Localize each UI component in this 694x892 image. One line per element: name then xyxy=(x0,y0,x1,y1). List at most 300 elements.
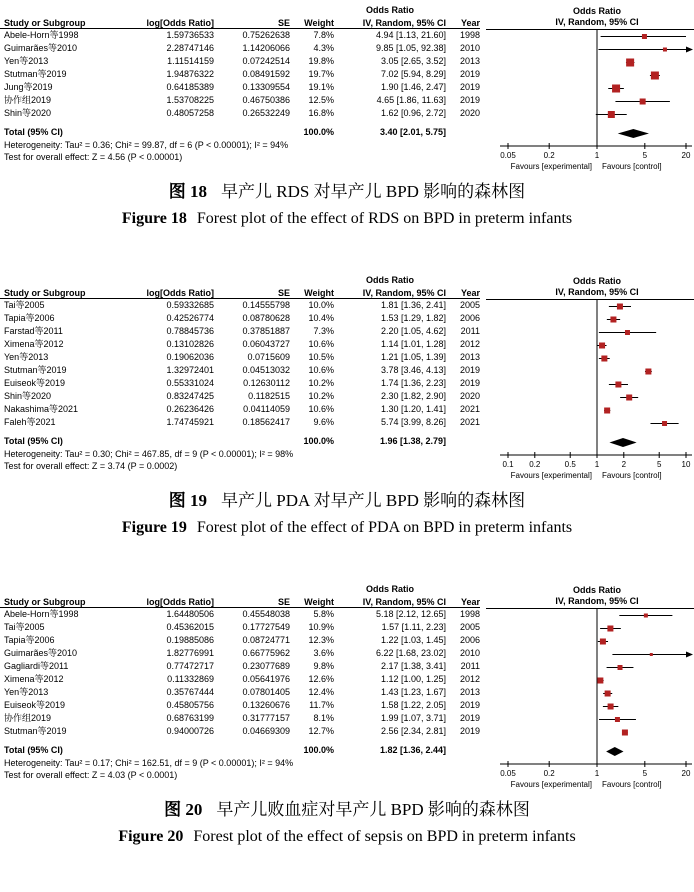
header-spacer xyxy=(290,274,334,287)
study-se: 0.66775962 xyxy=(242,648,290,658)
axis-tick-label: 0.5 xyxy=(564,460,576,469)
header-spacer xyxy=(446,744,480,757)
study-row xyxy=(0,699,480,712)
axis-tick-label: 0.2 xyxy=(543,769,555,778)
plot-odds-ratio-title: Odds Ratio xyxy=(572,276,622,286)
study-row xyxy=(0,42,480,55)
axis-tick-label: 5 xyxy=(642,769,648,778)
study-year: 2011 xyxy=(460,661,480,671)
favours-right-label: Favours [control] xyxy=(602,780,662,789)
study-ci: 2.17 [1.38, 3.41] xyxy=(380,661,446,671)
study-logor: 0.19885086 xyxy=(166,635,214,645)
study-logor: 0.13102826 xyxy=(166,339,214,349)
study-row xyxy=(0,621,480,634)
effect-square xyxy=(645,369,651,375)
study-weight: 8.1% xyxy=(313,713,334,723)
study-year: 2019 xyxy=(459,82,480,92)
study-name: Tapia等2006 xyxy=(4,635,55,645)
study-row xyxy=(0,660,480,673)
study-year: 1998 xyxy=(459,609,480,619)
header-spacer xyxy=(214,583,290,596)
study-se: 0.05641976 xyxy=(242,674,290,684)
study-logor: 1.11514159 xyxy=(167,56,214,66)
axis-tick-label: 0.05 xyxy=(500,151,516,160)
col-weight-header: Weight xyxy=(304,597,334,607)
study-row xyxy=(0,390,480,403)
effect-square xyxy=(625,330,630,335)
study-weight: 12.6% xyxy=(308,674,334,684)
study-name: Tapia等2006 xyxy=(4,313,55,323)
col-weight-header: Weight xyxy=(304,18,334,28)
study-name: Shin等2020 xyxy=(4,108,52,118)
effect-square xyxy=(605,691,611,697)
col-year-header: Year xyxy=(460,18,480,28)
odds-ratio-column-title: Odds Ratio xyxy=(365,275,414,285)
header-spacer xyxy=(446,435,480,448)
effect-square xyxy=(663,48,667,52)
study-logor: 0.19062036 xyxy=(166,352,214,362)
study-weight: 19.7% xyxy=(308,69,334,79)
study-logor: 0.42526774 xyxy=(166,313,214,323)
study-weight: 5.8% xyxy=(313,609,334,619)
study-name: Euiseok等2019 xyxy=(4,700,66,710)
study-se: 0.07242514 xyxy=(242,56,290,66)
study-weight: 10.6% xyxy=(308,339,334,349)
header-spacer xyxy=(128,274,214,287)
study-se: 0.04114059 xyxy=(243,404,290,414)
study-name: Stutman等2019 xyxy=(4,365,67,375)
study-year: 2019 xyxy=(459,700,480,710)
axis-tick-label: 0.2 xyxy=(543,151,555,160)
axis-tick-label: 20 xyxy=(681,151,691,160)
study-year: 2019 xyxy=(459,95,480,105)
axis-tick-label: 1 xyxy=(594,460,600,469)
study-ci: 1.14 [1.01, 1.28] xyxy=(380,339,446,349)
study-se: 0.75262638 xyxy=(242,30,290,40)
study-weight: 12.3% xyxy=(308,635,334,645)
study-year: 2010 xyxy=(459,43,480,53)
study-row xyxy=(0,712,480,725)
col-study-header: Study or Subgroup xyxy=(4,597,86,607)
plot-method-subtitle: IV, Random, 95% CI xyxy=(555,17,639,27)
figure-18-caption-zh-text: 早产儿 RDS 对早产儿 BPD 影响的森林图 xyxy=(221,182,526,201)
figure-20-label-en: Figure 20 xyxy=(118,828,184,845)
header-spacer xyxy=(446,126,480,139)
study-row xyxy=(0,55,480,68)
total-label: Total (95% CI) xyxy=(4,436,63,446)
col-logor-header: log[Odds Ratio] xyxy=(146,18,214,28)
study-se: 0.23077689 xyxy=(242,661,290,671)
study-weight: 10.6% xyxy=(308,365,334,375)
study-se: 0.04513032 xyxy=(242,365,290,375)
header-spacer xyxy=(446,4,480,17)
forest-plot-graph xyxy=(480,274,694,483)
table-header-row xyxy=(0,287,480,299)
table-header-row xyxy=(0,596,480,608)
study-se: 0.08724771 xyxy=(242,635,290,645)
col-ci-header: IV, Random, 95% CI xyxy=(362,597,446,607)
study-year: 1998 xyxy=(459,30,480,40)
study-weight: 19.1% xyxy=(308,82,334,92)
study-logor: 0.94000726 xyxy=(166,726,214,736)
study-ci: 3.78 [3.46, 4.13] xyxy=(380,365,446,375)
favours-left-label: Favours [experimental] xyxy=(510,780,592,789)
plot-method-subtitle: IV, Random, 95% CI xyxy=(555,287,639,297)
study-year: 2006 xyxy=(459,313,480,323)
study-ci: 1.90 [1.46, 2.47] xyxy=(380,82,446,92)
study-year: 2005 xyxy=(459,622,480,632)
col-year-header: Year xyxy=(460,288,480,298)
col-logor-header: log[Odds Ratio] xyxy=(146,288,214,298)
plot-area xyxy=(480,274,694,485)
study-ci: 5.74 [3.99, 8.26] xyxy=(380,417,446,427)
study-logor: 0.78845736 xyxy=(166,326,214,336)
study-ci: 3.05 [2.65, 3.52] xyxy=(380,56,446,66)
study-se: 0.31777157 xyxy=(242,713,290,723)
study-name: Euiseok等2019 xyxy=(4,378,66,388)
study-year: 2012 xyxy=(459,339,480,349)
study-name: Jung等2019 xyxy=(4,82,53,92)
study-row xyxy=(0,312,480,325)
forest-plot-graph xyxy=(480,583,694,792)
study-se: 0.04669309 xyxy=(242,726,290,736)
study-logor: 0.83247425 xyxy=(166,391,214,401)
header-spacer xyxy=(214,274,290,287)
study-name: 协作组2019 xyxy=(4,95,52,105)
figure-18-label-zh: 图 18 xyxy=(168,182,208,201)
study-se: 0.1182515 xyxy=(248,391,290,401)
effect-square xyxy=(597,678,603,684)
study-row xyxy=(0,29,480,42)
study-se: 0.07801405 xyxy=(242,687,290,697)
study-se: 0.13260676 xyxy=(242,700,290,710)
study-name: Guimarães等2010 xyxy=(4,648,78,658)
study-year: 2020 xyxy=(459,108,480,118)
plot-odds-ratio-title: Odds Ratio xyxy=(572,585,622,595)
study-weight: 7.3% xyxy=(313,326,334,336)
effect-square xyxy=(617,304,623,310)
study-row xyxy=(0,686,480,699)
figure-20-caption-en xyxy=(0,824,694,850)
study-weight: 3.6% xyxy=(313,648,334,658)
study-logor: 0.45362015 xyxy=(166,622,214,632)
study-row xyxy=(0,364,480,377)
study-weight: 12.4% xyxy=(308,687,334,697)
forest-plot-sepsis xyxy=(0,583,694,792)
study-logor: 0.68763199 xyxy=(166,713,214,723)
odds-ratio-column-title: Odds Ratio xyxy=(365,584,414,594)
study-year: 2019 xyxy=(459,365,480,375)
total-label: Total (95% CI) xyxy=(4,127,63,137)
effect-square xyxy=(618,665,623,670)
study-weight: 10.4% xyxy=(308,313,334,323)
study-ci: 4.94 [1.13, 21.60] xyxy=(375,30,446,40)
study-row xyxy=(0,647,480,660)
study-ci: 2.30 [1.82, 2.90] xyxy=(380,391,446,401)
study-logor: 1.82776991 xyxy=(166,648,214,658)
study-year: 2019 xyxy=(459,726,480,736)
study-row xyxy=(0,325,480,338)
study-logor: 0.45805756 xyxy=(166,700,214,710)
study-year: 2006 xyxy=(459,635,480,645)
study-row xyxy=(0,351,480,364)
axis-tick-label: 0.1 xyxy=(502,460,514,469)
table-header-odds-ratio-row xyxy=(0,4,480,17)
effect-square xyxy=(612,85,620,93)
effect-square xyxy=(622,730,628,736)
header-spacer xyxy=(446,274,480,287)
figure-19-caption-zh-text: 早产儿 PDA 对早产儿 BPD 影响的森林图 xyxy=(221,491,526,510)
effect-square xyxy=(642,34,647,39)
study-name: Guimarães等2010 xyxy=(4,43,78,53)
heterogeneity-text: Heterogeneity: Tau² = 0.36; Chi² = 99.87, df = 6 (P < 0.00001); I² = 94% xyxy=(4,140,289,150)
heterogeneity-text: Heterogeneity: Tau² = 0.17; Chi² = 162.51, df = 9 (P < 0.00001); I² = 94% xyxy=(4,758,294,768)
study-row xyxy=(0,338,480,351)
study-year: 2019 xyxy=(459,378,480,388)
axis-tick-label: 10 xyxy=(681,460,691,469)
effect-square xyxy=(662,421,667,426)
effect-square xyxy=(650,653,653,656)
study-se: 0.13309554 xyxy=(242,82,290,92)
effect-square xyxy=(601,356,607,362)
study-name: Ximena等2012 xyxy=(4,674,64,684)
study-se: 0.18562417 xyxy=(242,417,290,427)
study-name: Farstad等2011 xyxy=(4,326,63,336)
study-row xyxy=(0,416,480,429)
total-ci: 3.40 [2.01, 5.75] xyxy=(379,127,446,137)
study-weight: 10.6% xyxy=(308,404,334,414)
study-se: 0.26532249 xyxy=(242,108,290,118)
forest-plot-rds xyxy=(0,4,694,174)
study-year: 2012 xyxy=(459,674,480,684)
study-name: Tai等2005 xyxy=(4,622,45,632)
effect-square xyxy=(615,382,621,388)
study-row xyxy=(0,107,480,120)
col-logor-header: log[Odds Ratio] xyxy=(146,597,214,607)
effect-square xyxy=(608,704,614,710)
study-logor: 1.32972401 xyxy=(166,365,214,375)
col-study-header: Study or Subgroup xyxy=(4,288,86,298)
effect-square xyxy=(626,395,632,401)
study-ci: 1.43 [1.23, 1.67] xyxy=(380,687,446,697)
study-logor: 1.53708225 xyxy=(166,95,214,105)
total-label: Total (95% CI) xyxy=(4,745,63,755)
heterogeneity-text: Heterogeneity: Tau² = 0.30; Chi² = 467.85, df = 9 (P < 0.00001); I² = 98% xyxy=(4,449,294,459)
figure-19-caption-en xyxy=(0,515,694,541)
figure-18-caption-en-text: Forest plot of the effect of RDS on BPD in preterm infants xyxy=(196,210,573,227)
total-row xyxy=(0,435,480,448)
study-logor: 1.64480506 xyxy=(166,609,214,619)
total-ci: 1.82 [1.36, 2.44] xyxy=(379,745,446,755)
figure-19-caption-zh xyxy=(0,487,694,515)
axis-tick-label: 0.05 xyxy=(500,769,516,778)
study-row xyxy=(0,725,480,738)
study-ci: 1.58 [1.22, 2.05] xyxy=(380,700,446,710)
overall-effect-text: Test for overall effect: Z = 4.03 (P < 0.0001) xyxy=(4,770,178,780)
study-row xyxy=(0,68,480,81)
study-weight: 19.8% xyxy=(308,56,334,66)
study-name: Abele-Horn等1998 xyxy=(4,30,79,40)
col-ci-header: IV, Random, 95% CI xyxy=(362,18,446,28)
figure-18-section xyxy=(0,4,694,232)
header-spacer xyxy=(446,583,480,596)
study-se: 0.46750386 xyxy=(242,95,290,105)
axis-tick-label: 5 xyxy=(642,151,648,160)
header-spacer xyxy=(214,4,290,17)
axis-tick-label: 20 xyxy=(681,769,691,778)
header-spacer xyxy=(128,583,214,596)
header-spacer xyxy=(128,4,214,17)
col-se-header: SE xyxy=(277,288,290,298)
figure-19-caption-en-text: Forest plot of the effect of PDA on BPD in preterm infants xyxy=(196,519,573,536)
total-weight: 100.0% xyxy=(303,127,334,137)
col-study-header: Study or Subgroup xyxy=(4,18,86,28)
study-ci: 5.18 [2.12, 12.65] xyxy=(375,609,446,619)
study-year: 2010 xyxy=(459,648,480,658)
study-ci: 1.12 [1.00, 1.25] xyxy=(380,674,446,684)
study-row xyxy=(0,634,480,647)
pooled-diamond xyxy=(618,129,649,138)
study-ci: 7.02 [5.94, 8.29] xyxy=(380,69,446,79)
figure-19-section xyxy=(0,274,694,541)
study-logor: 0.55331024 xyxy=(166,378,214,388)
study-ci: 9.85 [1.05, 92.38] xyxy=(375,43,446,53)
study-logor: 0.35767444 xyxy=(166,687,214,697)
axis-tick-label: 1 xyxy=(594,769,600,778)
study-row xyxy=(0,608,480,621)
plot-area xyxy=(480,583,694,794)
header-spacer xyxy=(4,583,128,596)
favours-right-label: Favours [control] xyxy=(602,162,662,171)
effect-square xyxy=(599,343,605,349)
effect-square xyxy=(651,72,659,80)
figure-19-label-en: Figure 19 xyxy=(121,519,187,536)
col-se-header: SE xyxy=(277,597,290,607)
study-weight: 12.7% xyxy=(308,726,334,736)
figure-20-caption-zh-text: 早产儿败血症对早产儿 BPD 影响的森林图 xyxy=(216,800,530,819)
col-se-header: SE xyxy=(277,18,290,28)
study-logor: 0.59332685 xyxy=(166,300,214,310)
pooled-diamond xyxy=(606,747,623,756)
study-name: Shin等2020 xyxy=(4,391,52,401)
study-ci: 4.65 [1.86, 11.63] xyxy=(376,95,446,105)
study-logor: 0.26236426 xyxy=(166,404,214,414)
study-row xyxy=(0,94,480,107)
study-year: 2013 xyxy=(459,687,480,697)
plot-method-subtitle: IV, Random, 95% CI xyxy=(555,596,639,606)
study-logor: 0.11332869 xyxy=(167,674,214,684)
study-ci: 1.99 [1.07, 3.71] xyxy=(380,713,446,723)
header-spacer xyxy=(4,274,128,287)
figure-20-caption-en-text: Forest plot of the effect of sepsis on BPD in preterm infants xyxy=(193,828,576,845)
overall-effect-text: Test for overall effect: Z = 4.56 (P < 0.00001) xyxy=(4,152,183,162)
overall-effect-text: Test for overall effect: Z = 3.74 (P = 0.0002) xyxy=(4,461,178,471)
col-year-header: Year xyxy=(460,597,480,607)
study-weight: 10.5% xyxy=(308,352,334,362)
figure-20-label-zh: 图 20 xyxy=(164,800,203,819)
study-ci: 1.62 [0.96, 2.72] xyxy=(380,108,446,118)
favours-left-label: Favours [experimental] xyxy=(510,471,592,480)
table-header-odds-ratio-row xyxy=(0,274,480,287)
study-ci: 1.21 [1.05, 1.39] xyxy=(380,352,446,362)
study-name: Yen等2013 xyxy=(4,56,49,66)
study-name: Faleh等2021 xyxy=(4,417,56,427)
study-ci: 1.53 [1.29, 1.82] xyxy=(380,313,446,323)
table-header-odds-ratio-row xyxy=(0,583,480,596)
study-logor: 0.48057258 xyxy=(166,108,214,118)
study-ci: 1.81 [1.36, 2.41] xyxy=(380,300,446,310)
effect-square xyxy=(610,317,616,323)
study-ci: 1.57 [1.11, 2.23] xyxy=(381,622,446,632)
figure-18-caption-en xyxy=(0,206,694,232)
axis-tick-label: 1 xyxy=(594,151,600,160)
figure-18-label-en: Figure 18 xyxy=(121,210,187,227)
study-name: Gagliardi等2011 xyxy=(4,661,69,671)
study-name: Nakashima等2021 xyxy=(4,404,79,414)
study-year: 2011 xyxy=(460,326,480,336)
study-name: Yen等2013 xyxy=(4,687,49,697)
study-weight: 4.3% xyxy=(313,43,334,53)
study-se: 0.08780628 xyxy=(242,313,290,323)
study-logor: 2.28747146 xyxy=(166,43,214,53)
effect-square xyxy=(640,99,646,105)
study-se: 0.17727549 xyxy=(242,622,290,632)
total-row xyxy=(0,744,480,757)
study-logor: 0.64185389 xyxy=(166,82,214,92)
study-logor: 1.94876322 xyxy=(166,69,214,79)
study-se: 0.12630112 xyxy=(243,378,290,388)
study-se: 0.14555798 xyxy=(242,300,290,310)
study-weight: 10.2% xyxy=(308,378,334,388)
study-name: Abele-Horn等1998 xyxy=(4,609,79,619)
col-weight-header: Weight xyxy=(304,288,334,298)
header-spacer xyxy=(290,4,334,17)
study-logor: 0.77472717 xyxy=(166,661,214,671)
study-year: 2021 xyxy=(459,404,480,414)
study-ci: 2.20 [1.05, 4.62] xyxy=(380,326,446,336)
figure-20-section xyxy=(0,583,694,850)
study-ci: 1.74 [1.36, 2.23] xyxy=(380,378,446,388)
study-weight: 11.7% xyxy=(309,700,334,710)
study-logor: 1.74745921 xyxy=(166,417,214,427)
study-row xyxy=(0,377,480,390)
total-row xyxy=(0,126,480,139)
study-row xyxy=(0,81,480,94)
study-row xyxy=(0,403,480,416)
figure-18-caption-zh xyxy=(0,178,694,206)
study-weight: 10.9% xyxy=(308,622,334,632)
forest-plot-graph xyxy=(480,4,694,174)
study-ci: 1.22 [1.03, 1.45] xyxy=(380,635,446,645)
study-name: Ximena等2012 xyxy=(4,339,64,349)
study-se: 0.06043727 xyxy=(242,339,290,349)
study-weight: 9.6% xyxy=(313,417,334,427)
study-se: 1.14206066 xyxy=(242,43,290,53)
study-se: 0.37851887 xyxy=(242,326,290,336)
favours-right-label: Favours [control] xyxy=(602,471,662,480)
effect-square xyxy=(604,408,610,414)
total-weight: 100.0% xyxy=(303,745,334,755)
effect-square xyxy=(626,59,634,67)
study-row xyxy=(0,673,480,686)
study-year: 2019 xyxy=(459,69,480,79)
total-weight: 100.0% xyxy=(303,436,334,446)
effect-square xyxy=(615,717,620,722)
study-weight: 7.8% xyxy=(313,30,334,40)
study-row xyxy=(0,299,480,312)
study-se: 0.08491592 xyxy=(242,69,290,79)
study-year: 2005 xyxy=(459,300,480,310)
